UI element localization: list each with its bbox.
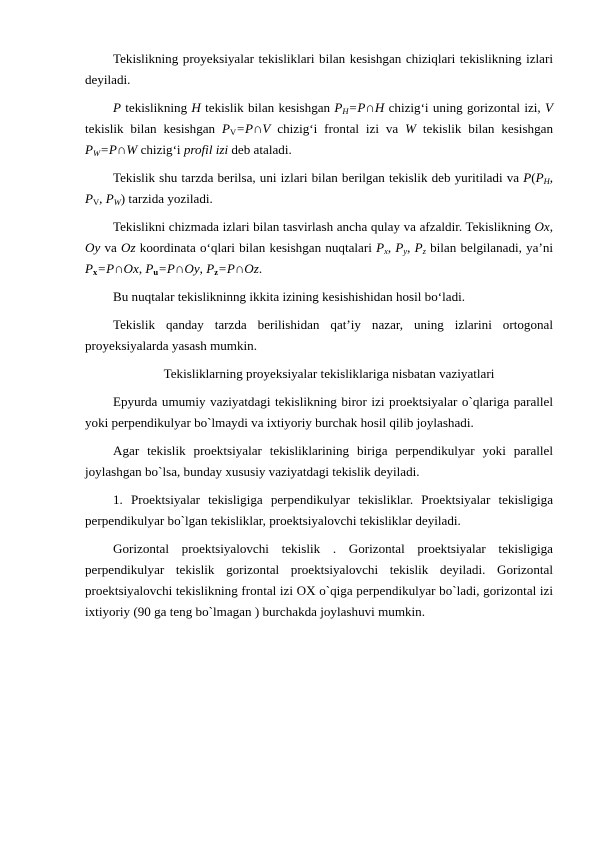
paragraph-5: Bu nuqtalar tekislikninng ikkita izining kesishishidan hosil bo‘ladi. — [113, 289, 466, 304]
section-heading: Tekisliklarning proyeksiyalar tekisliklariga nisbatan vaziyatlari — [163, 366, 495, 381]
document-body — [85, 48, 553, 629]
paragraph-9: 1. Proektsiyalar tekisligiga perpendikulyar tekisliklar. Proektsiyalar tekisligiga perpendikulyar bo`lgan tekisliklar, proektsiyalovchi tekisliklar deyiladi. — [85, 492, 553, 528]
paragraph-10: Gorizontal proektsiyalovchi tekislik . Gorizontal proektsiyalar tekisligiga perpendikulyar tekislik gorizontal proektsiyalovchi tekislik deyiladi. Gorizontal proektsiyalovchi tekislikning frontal izi OX o`qiga perpendikulyar bo`ladi, gorizontal izi ixtiyoriy (90 ga teng bo`lmagan ) burchakda joylashuvi mumkin. — [85, 541, 553, 619]
paragraph-4: Tekislikni chizmada izlari bilan tasvirlash ancha qulay va afzaldir. Tekislikning Ox, Oy va Oz koordinata o‘qlari bilan kesishgan nuqtalari $P_x$, $P_y$, $P_z$ bilan belgilanadi, ya’ni $P_x=P\cap Ox$, $P_u=P\cap Oy$, $P_z=P\cap Oz$. — [85, 219, 554, 277]
paragraph-3: Tekislik shu tarzda berilsa, uni izlari bilan berilgan tekislik deb yuritiladi va $P(P_H$, $P_V$, $P_W$) tarzida yoziladi. — [85, 170, 553, 207]
paragraph-6: Tekislik qanday tarzda berilishidan qat’iy nazar, uning izlarini ortogonal proyeksiyalarda yasash mumkin. — [85, 317, 553, 353]
paragraph-1: Tekislikning proyeksiyalar tekisliklari bilan kesishgan chiziqlari tekislikning izlari deyiladi. — [85, 51, 553, 87]
paragraph-2: P tekislikning H tekislik bilan kesishgan $P_H=P\cap H$ chizig‘i uning gorizontal izi, V tekislik bilan kesishgan $P_V=P\cap V$ chizig‘i frontal izi va W tekislik bilan kesishgan $P_W=P\cap W$ chizig‘i profil izi deb ataladi. — [85, 100, 553, 158]
paragraph-8: Agar tekislik proektsiyalar tekisliklarining biriga perpendikulyar yoki parallel joylashgan bo`lsa, bunday xususiy vaziyatdagi tekislik deyiladi. — [85, 443, 553, 479]
paragraph-7: Epyurda umumiy vaziyatdagi tekislikning biror izi proektsiyalar o`qlariga parallel yoki perpendikulyar bo`lmaydi va ixtiyoriy burchak hosil qilib joylashadi. — [85, 394, 553, 430]
